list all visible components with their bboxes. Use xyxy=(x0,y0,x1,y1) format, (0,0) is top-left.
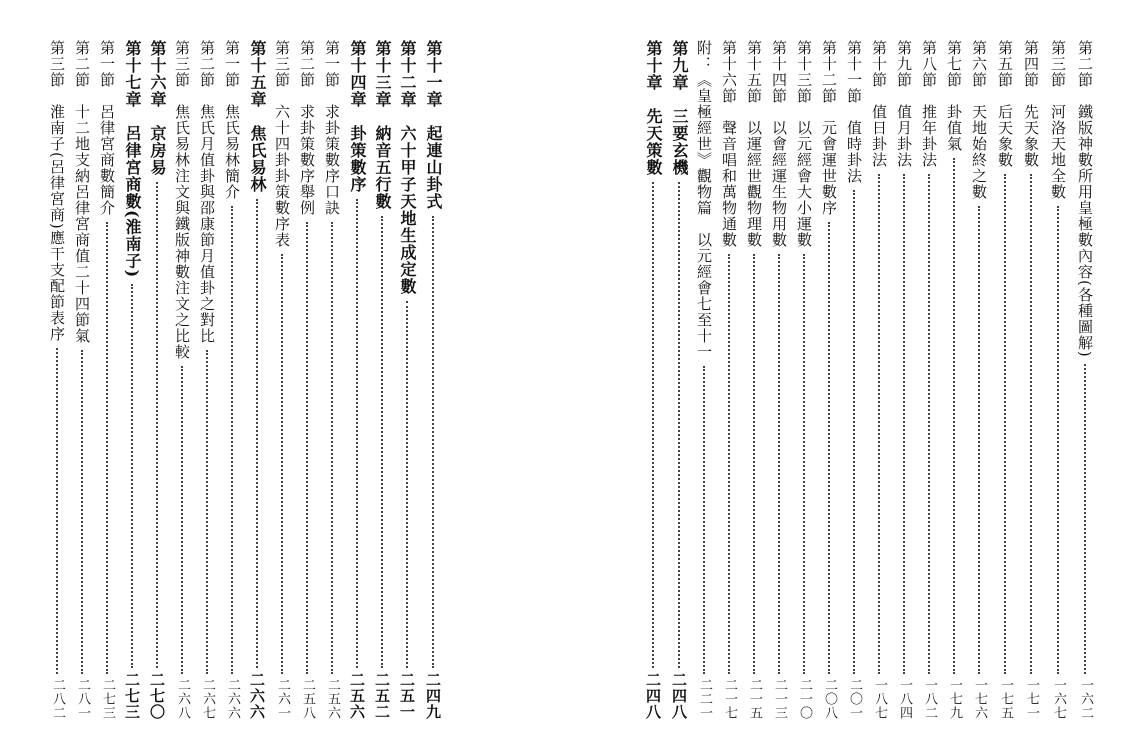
toc-entry xyxy=(146,40,168,720)
toc-entry xyxy=(46,40,68,720)
toc-entry-page: 二〇八 xyxy=(822,678,837,720)
dot-leader xyxy=(306,222,308,674)
toc-chapter-title: 第十三章 納音五行數 xyxy=(373,40,392,210)
dot-leader xyxy=(703,366,705,674)
toc-entry xyxy=(71,40,93,720)
toc-entry-title: 第七節 卦值氣 xyxy=(945,40,963,152)
toc-entry-page: 一七九 xyxy=(947,678,962,720)
toc-entry xyxy=(793,40,815,720)
toc-entry xyxy=(221,40,243,720)
toc-entry xyxy=(693,40,715,720)
toc-entry-page: 二五八 xyxy=(300,678,315,720)
toc-entry-page: 一六七 xyxy=(1051,678,1066,720)
dot-leader xyxy=(256,199,258,668)
dot-leader xyxy=(903,174,905,674)
toc-entry xyxy=(918,40,940,720)
dot-leader xyxy=(678,182,680,668)
toc-entry xyxy=(868,40,890,720)
toc-entry xyxy=(271,40,293,720)
toc-entry-title: 第十二節 元會運世數序 xyxy=(820,40,838,216)
toc-entry-title: 第二節 鐵版神數所用皇極數內容(各種圖解) xyxy=(1076,40,1094,358)
toc-entry xyxy=(346,40,368,720)
toc-entry-title: 第十五節 以運經世觀物理數 xyxy=(745,40,763,248)
toc-entry-page: 二〇一 xyxy=(847,678,862,720)
toc-entry-page: 二一七 xyxy=(722,678,737,720)
toc-entry-title: 第十一節 值時卦法 xyxy=(845,40,863,184)
toc-entry-page: 二六八 xyxy=(175,678,190,720)
dot-leader xyxy=(406,301,408,668)
toc-entry xyxy=(246,40,268,720)
toc-entry-page: 二八二 xyxy=(50,678,65,720)
dot-leader xyxy=(156,182,158,668)
dot-leader xyxy=(381,216,383,668)
toc-entry-page: 二五一 xyxy=(398,672,416,720)
toc-entry-title: 第四節 先天象數 xyxy=(1022,40,1040,168)
toc-entry xyxy=(296,40,318,720)
toc-chapter-title: 第九章 三要玄機 xyxy=(670,40,689,176)
toc-entry-page: 二七〇 xyxy=(148,672,166,720)
toc-entry xyxy=(968,40,990,720)
toc-entry xyxy=(768,40,790,720)
toc-entry-title: 第一節 焦氏易林簡介 xyxy=(223,40,241,200)
toc-entry-page: 二二一 xyxy=(697,678,712,720)
toc-chapter-title: 第十七章 呂律宮商數(淮南子) xyxy=(123,40,142,279)
dot-leader xyxy=(181,366,183,674)
dot-leader xyxy=(928,174,930,674)
toc-entry xyxy=(1020,40,1042,720)
toc-entry xyxy=(718,40,740,720)
toc-chapter-title: 第十六章 京房易 xyxy=(148,40,167,176)
toc-entry-page: 一八七 xyxy=(872,678,887,720)
dot-leader xyxy=(1004,174,1006,674)
dot-leader xyxy=(231,206,233,674)
toc-chapter-title: 第十章 先天策數 xyxy=(644,40,663,176)
dot-leader xyxy=(1057,206,1059,674)
toc-entry-page: 一七一 xyxy=(1024,678,1039,720)
dot-leader xyxy=(106,222,108,674)
toc-entry-title: 第三節 焦氏易林注文與鐵版神數注文之比較 xyxy=(173,40,191,360)
dot-leader xyxy=(131,284,133,668)
toc-entry xyxy=(893,40,915,720)
toc-entry xyxy=(1047,40,1069,720)
dot-leader xyxy=(1030,174,1032,674)
dot-leader xyxy=(432,216,434,668)
toc-entry-title: 第一節 求卦策數序口訣 xyxy=(323,40,341,216)
toc-entry xyxy=(371,40,393,720)
dot-leader xyxy=(978,206,980,674)
toc-entry-title: 第九節 值月卦法 xyxy=(895,40,913,168)
toc-entry xyxy=(422,40,444,720)
toc-entry-title: 第八節 推年卦法 xyxy=(920,40,938,168)
toc-entry xyxy=(642,40,664,720)
dot-leader xyxy=(652,182,654,668)
toc-entry xyxy=(196,40,218,720)
toc-entry xyxy=(1074,40,1096,720)
toc-chapter-title: 第十五章 焦氏易林 xyxy=(248,40,267,193)
toc-entry-title: 第十節 值日卦法 xyxy=(870,40,888,168)
toc-entry xyxy=(668,40,690,720)
toc-entry-title: 附：《皇極經世》觀物篇 以元經會七至十一 xyxy=(695,40,713,360)
toc-entry-page: 一八四 xyxy=(897,678,912,720)
toc-entry-page: 二六一 xyxy=(275,678,290,720)
dot-leader xyxy=(728,254,730,674)
dot-leader xyxy=(81,350,83,674)
dot-leader xyxy=(281,254,283,674)
toc-entry-title: 第三節 淮南子(呂律宮商)應干支配節表序 xyxy=(48,40,66,342)
toc-entry-title: 第五節 后天象數 xyxy=(996,40,1014,168)
dot-leader xyxy=(853,190,855,674)
toc-entry-page: 一六二 xyxy=(1078,678,1093,720)
toc-entry-title: 第十六節 聲音唱和萬物通數 xyxy=(720,40,738,248)
toc-entry xyxy=(943,40,965,720)
toc-entry-title: 第三節 河洛天地全數 xyxy=(1049,40,1067,200)
dot-leader xyxy=(803,254,805,674)
toc-entry-title: 第三節 六十四卦卦策數序表 xyxy=(273,40,291,248)
toc-entry xyxy=(171,40,193,720)
dot-leader xyxy=(828,222,830,674)
dot-leader xyxy=(753,254,755,674)
toc-entry-title: 第十四節 以會經運生物用數 xyxy=(770,40,788,248)
toc-entry-page: 二五二 xyxy=(373,672,391,720)
toc-entry-page: 二八一 xyxy=(75,678,90,720)
toc-chapter-title: 第十二章 六十甲子天地生成定數 xyxy=(398,40,417,295)
toc-entry-title: 第十三節 以元經會大小運數 xyxy=(795,40,813,248)
toc-chapter-title: 第十四章 卦策數序 xyxy=(348,40,367,193)
toc-entry-page: 二四八 xyxy=(670,672,688,720)
toc-entry-page: 一七五 xyxy=(998,678,1013,720)
toc-entry-title: 第二節 焦氏月值卦與邵康節月值卦之對比 xyxy=(198,40,216,344)
toc-entry-page: 二五六 xyxy=(348,672,366,720)
toc-entry-page: 二七三 xyxy=(100,678,115,720)
toc-entry xyxy=(321,40,343,720)
dot-leader xyxy=(331,222,333,674)
toc-entry-title: 第六節 天地始終之數 xyxy=(970,40,988,200)
toc-entry-page: 二一三 xyxy=(772,678,787,720)
toc-entry-page: 一八二 xyxy=(922,678,937,720)
toc-chapter-title: 第十一章 起連山卦式 xyxy=(424,40,443,210)
toc-entry xyxy=(96,40,118,720)
toc-entry-title: 第二節 十二地支納呂律宮商值二十四節氣 xyxy=(73,40,91,344)
dot-leader xyxy=(1084,364,1086,674)
toc-entry xyxy=(396,40,418,720)
dot-leader xyxy=(56,348,58,674)
toc-entry-page: 二五六 xyxy=(325,678,340,720)
toc-entry xyxy=(743,40,765,720)
toc-entry xyxy=(818,40,840,720)
toc-entry-title: 第二節 求卦策數序舉例 xyxy=(298,40,316,216)
dot-leader xyxy=(953,158,955,674)
toc-entry xyxy=(843,40,865,720)
dot-leader xyxy=(778,254,780,674)
toc-entry xyxy=(994,40,1016,720)
dot-leader xyxy=(878,174,880,674)
toc-entry-page: 二六七 xyxy=(200,678,215,720)
toc-entry-page: 二一〇 xyxy=(797,678,812,720)
toc-entry-page: 二四八 xyxy=(644,672,662,720)
toc-entry-page: 一七六 xyxy=(972,678,987,720)
toc-entry-page: 二一五 xyxy=(747,678,762,720)
toc-entry-page: 二六六 xyxy=(225,678,240,720)
dot-leader xyxy=(356,199,358,668)
dot-leader xyxy=(206,350,208,674)
toc-entry-page: 二四九 xyxy=(424,672,442,720)
toc-entry-page: 二七三 xyxy=(123,672,141,720)
toc-entry-title: 第一節 呂律宮商數簡介 xyxy=(98,40,116,216)
toc-entry xyxy=(121,40,143,720)
toc-entry-page: 二六六 xyxy=(248,672,266,720)
